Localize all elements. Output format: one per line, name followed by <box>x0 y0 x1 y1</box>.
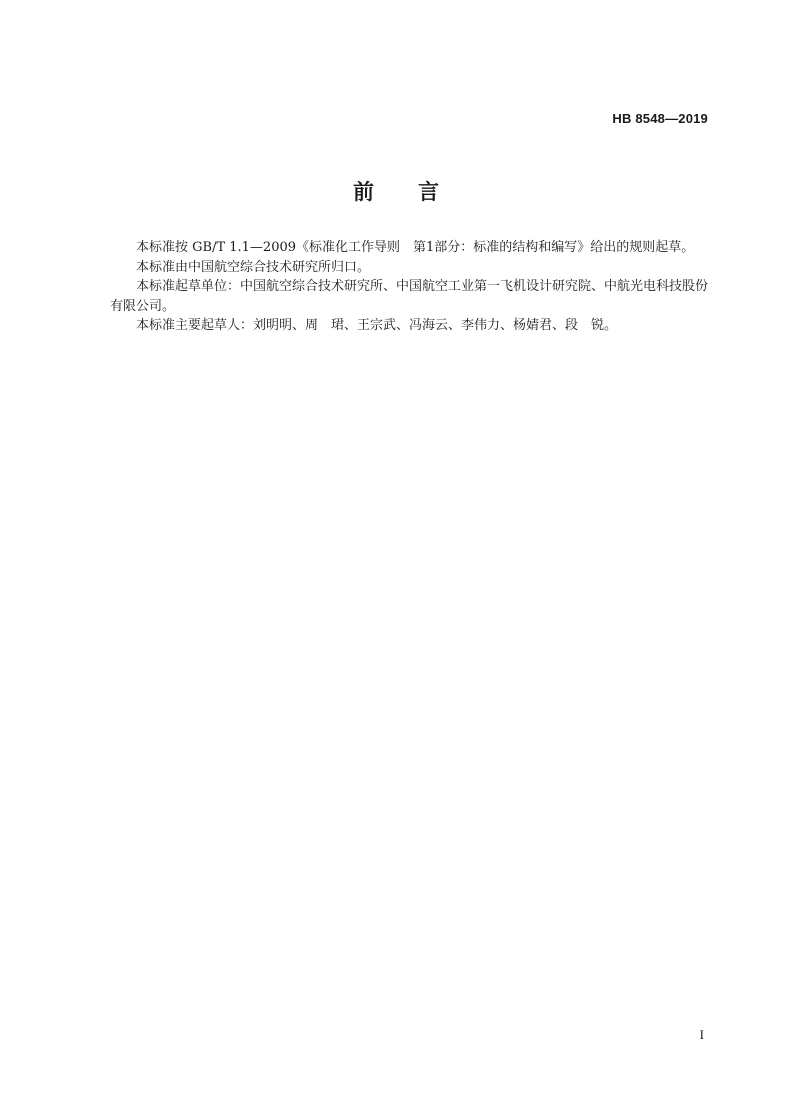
page-title: 前言 <box>353 180 483 204</box>
foreword-body <box>110 238 710 336</box>
standard-number: HB 8548—2019 <box>612 111 708 126</box>
paragraph-drafting-rules: 本标准按 GB/T 1.1—2009《标准化工作导则 第1部分：标准的结构和编写》给出的规则起草。 <box>136 240 695 255</box>
paragraph-centralized-by: 本标准由中国航空综合技术研究所归口。 <box>136 259 371 275</box>
page-number: I <box>699 1027 704 1042</box>
paragraph-main-drafters: 本标准主要起草人：刘明明、周 珺、王宗武、冯海云、李伟力、杨婧君、段 锐。 <box>136 318 618 333</box>
paragraph-drafting-units: 本标准起草单位：中国航空综合技术研究所、中国航空工业第一飞机设计研究院、中航光电科技股份有限公司。 <box>110 279 709 314</box>
